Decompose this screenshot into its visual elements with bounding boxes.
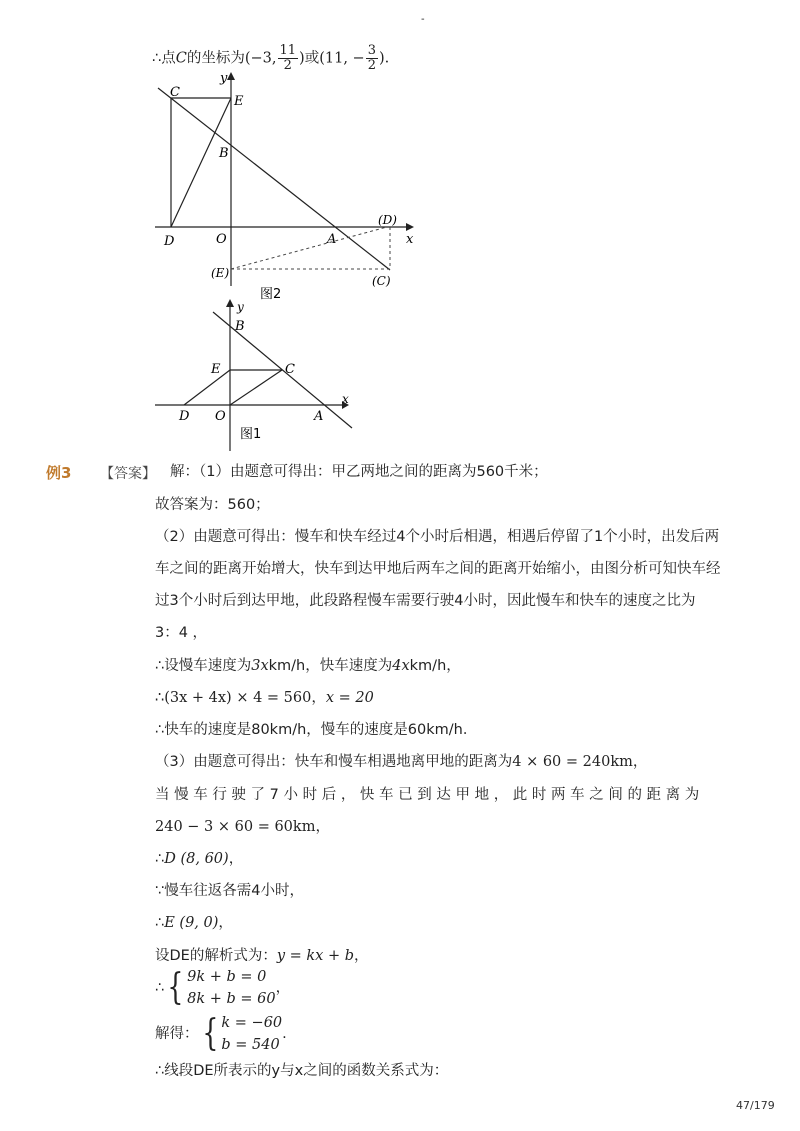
solution-line-5: 过3个小时后到达甲地，此段路程慢车需要行驶4小时，因此慢车和快车的速度之比为 — [155, 593, 696, 609]
figure-2-diagram — [150, 68, 420, 306]
solution-line-1: 解：（1）由题意可得出：甲乙两地之间的距离为560千米； — [170, 464, 548, 480]
answer-tag: 【答案】 — [100, 466, 156, 482]
fig1-segment-oc — [230, 370, 282, 405]
coord-or: 或 — [304, 50, 320, 67]
solution-line-4: 车之间的距离开始增大，快车到达甲地后两车之间的距离开始缩小，由图分析可知快车经 — [155, 561, 721, 577]
fig1-label-c: C — [285, 362, 295, 377]
coord-open1: (−3, — [244, 50, 277, 67]
page-number: 47/179 — [736, 1099, 775, 1112]
fig2-dashed-ed — [231, 227, 387, 269]
fig1-label-o: O — [215, 409, 226, 424]
fig1-label-d: D — [179, 409, 190, 424]
solution-line-12: 240 − 3 × 60 = 60km， — [155, 819, 330, 835]
coord-prefix: ∴点 — [152, 50, 176, 67]
fig2-label-c-prime: (C) — [372, 274, 391, 288]
fig2-label-b: B — [219, 146, 229, 161]
solution-line-8: ∴(3x + 4x) × 4 = 560，x = 20 — [155, 690, 374, 706]
fig2-label-e: E — [234, 94, 244, 109]
fig2-caption: 图2 — [260, 287, 282, 302]
fig1-y-arrow — [226, 299, 234, 307]
fig1-label-a: A — [314, 409, 324, 424]
fraction-3-2: $\frac{3}{2}$ — [367, 43, 376, 73]
fig2-label-a: A — [327, 232, 337, 247]
solution-line-19: ∴线段DE所表示的y与x之间的函数关系式为： — [155, 1063, 449, 1079]
solution-line-15: ∴E (9, 0)， — [155, 915, 233, 931]
figure-1-diagram — [150, 296, 365, 454]
equation-system-2: 解得：{ k = −60 b = 540 . — [155, 1013, 287, 1054]
fig1-segment-de — [184, 370, 230, 405]
fig1-label-y: y — [237, 300, 244, 314]
coord-mid: 的坐标为 — [186, 50, 245, 67]
coord-c-var: C — [175, 50, 187, 67]
solution-line-2: 故答案为：560； — [155, 497, 270, 513]
fig1-label-b: B — [235, 319, 245, 334]
top-mark: - — [421, 14, 425, 25]
fig2-label-o: O — [216, 232, 227, 247]
solution-line-16: 设DE的解析式为：y = kx + b， — [155, 948, 369, 964]
fig2-label-x: x — [406, 232, 414, 247]
solution-line-14: ∵慢车往返各需4小时， — [155, 883, 304, 899]
coord-close1: ) — [299, 50, 305, 67]
solution-line-9: ∴快车的速度是80km/h，慢车的速度是60km/h． — [155, 722, 478, 738]
solution-line-11: 当 慢 车 行 驶 了 7 小 时 后 ， 快 车 已 到 达 甲 地 ， 此 时 两 车 之 间 的 距 离 为 — [155, 787, 700, 803]
equation-system-1: ∴{ 9k + b = 0 8k + b = 60 ， — [155, 967, 291, 1008]
fig1-label-e: E — [211, 362, 221, 377]
fig2-segment-de — [171, 98, 231, 227]
fig2-x-arrow — [406, 223, 414, 231]
coord-close2: ). — [378, 50, 390, 67]
fig2-label-y: y — [220, 71, 228, 86]
fig2-label-d-prime: (D) — [378, 213, 397, 227]
fig2-label-c: C — [170, 85, 180, 100]
solution-line-13: ∴D (8, 60)， — [155, 851, 244, 867]
solution-line-10: （3）由题意可得出：快车和慢车相遇地离甲地的距离为4 × 60 = 240km， — [155, 754, 648, 770]
solution-line-6: 3：4 ， — [155, 625, 208, 641]
fig1-caption: 图1 — [240, 427, 262, 442]
fig2-label-e-prime: (E) — [211, 266, 230, 280]
fig2-label-d: D — [164, 234, 175, 249]
solution-line-3: （2）由题意可得出：慢车和快车经过4个小时后相遇，相遇后停留了1个小时，出发后两 — [155, 529, 720, 545]
solution-line-7: ∴设慢车速度为3xkm/h，快车速度为4xkm/h， — [155, 658, 461, 674]
example-label: 例3 — [46, 464, 72, 482]
fraction-11-2: $\frac{11}{2}$ — [279, 43, 297, 73]
fig1-label-x: x — [342, 392, 349, 406]
coord-open2: (11, − — [319, 50, 365, 67]
fig2-y-arrow — [227, 72, 235, 80]
